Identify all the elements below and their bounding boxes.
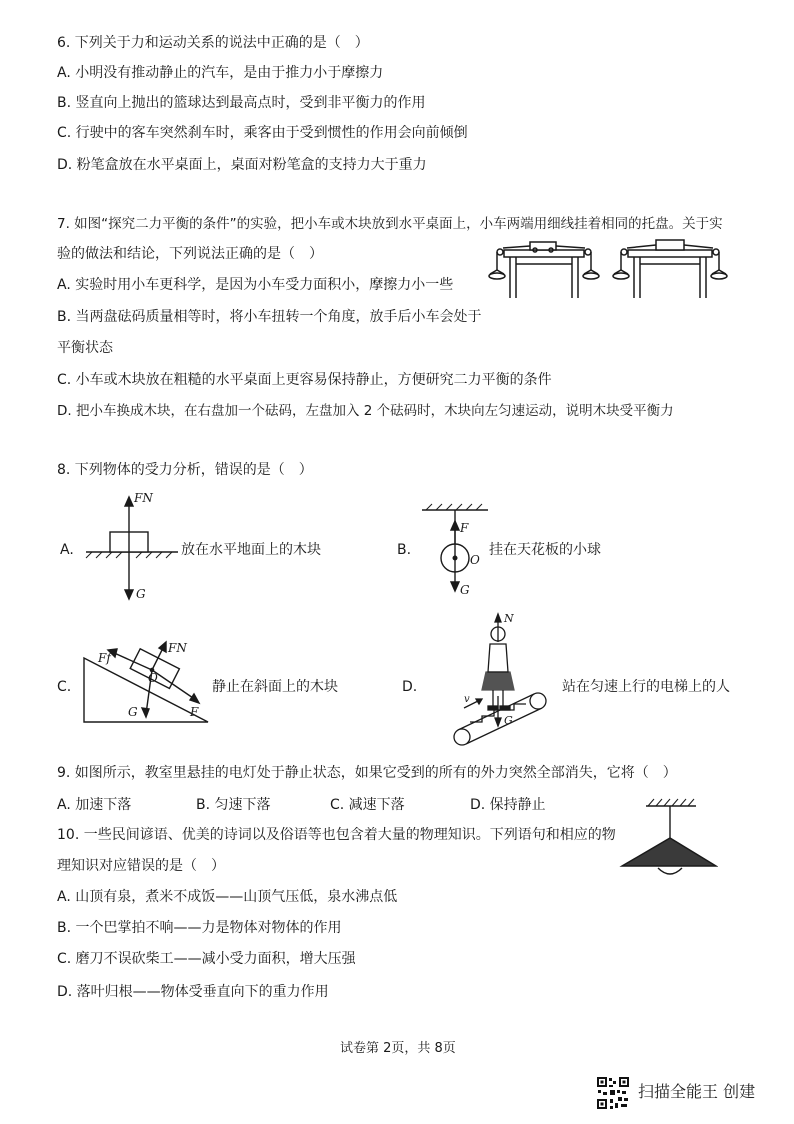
q8-c-label-f: F xyxy=(190,705,199,719)
q6-stem: 6. 下列关于力和运动关系的说法中正确的是（ ） xyxy=(57,35,369,51)
q7-option-c: C. 小车或木块放在粗糙的水平桌面上更容易保持静止，方便研究二力平衡的条件 xyxy=(57,372,552,388)
q8-c-label-fn: FN xyxy=(168,641,187,655)
q6-option-d: D. 粉笔盒放在水平桌面上，桌面对粉笔盒的支持力大于重力 xyxy=(57,157,427,173)
q8-d-label-g: G xyxy=(504,714,513,727)
q7-option-b-line2: 平衡状态 xyxy=(57,340,113,356)
q9-option-b: B. 匀速下落 xyxy=(196,797,271,813)
q9-option-d: D. 保持静止 xyxy=(470,797,546,813)
q9-option-c: C. 减速下落 xyxy=(330,797,405,813)
q8-d-label-n: N xyxy=(504,612,514,625)
page-number: 试卷第 2页，共 8页 xyxy=(340,1041,456,1056)
q9-stem: 9. 如图所示，教室里悬挂的电灯处于静止状态，如果它受到的所有的外力突然全部消失，它将（ ） xyxy=(57,765,677,781)
q8-option-a-letter: A. xyxy=(60,542,74,558)
q8-a-label-g: G xyxy=(136,587,146,601)
q6-option-b: B. 竖直向上抛出的篮球达到最高点时，受到非平衡力的作用 xyxy=(57,95,426,111)
q8-figure-c-incline xyxy=(82,638,212,726)
q8-option-b-caption: 挂在天花板的小球 xyxy=(489,542,601,558)
q7-figure-tables xyxy=(482,236,742,308)
q8-figure-b-ball xyxy=(420,500,490,600)
qr-code-icon xyxy=(596,1076,630,1110)
q10-option-a: A. 山顶有泉，煮米不成饭——山顶气压低，泉水沸点低 xyxy=(57,889,398,905)
q7-stem-line2: 验的做法和结论，下列说法正确的是（ ） xyxy=(57,246,323,262)
q10-stem-line1: 10. 一些民间谚语、优美的诗词以及俗语等也包含着大量的物理知识。下列语句和相应的物 xyxy=(57,827,616,843)
q7-option-a: A. 实验时用小车更科学，是因为小车受力面积小，摩擦力小一些 xyxy=(57,277,454,293)
q10-stem-line2: 理知识对应错误的是（ ） xyxy=(57,858,225,874)
q8-d-label-v: v xyxy=(464,694,470,705)
q6-option-c: C. 行驶中的客车突然刹车时，乘客由于受到惯性的作用会向前倾倒 xyxy=(57,125,468,141)
q8-option-c-letter: C. xyxy=(57,679,72,695)
q6-option-a: A. 小明没有推动静止的汽车，是由于推力小于摩擦力 xyxy=(57,65,384,81)
q7-option-d: D. 把小车换成木块，在右盘加一个砝码，左盘加入 2 个砝码时，木块向左匀速运动，说明木块受平衡力 xyxy=(57,403,674,419)
q8-stem: 8. 下列物体的受力分析，错误的是（ ） xyxy=(57,462,313,478)
q8-b-label-f: F xyxy=(460,521,469,535)
q8-option-a-caption: 放在水平地面上的木块 xyxy=(181,542,321,558)
q8-c-label-ff: Ff xyxy=(98,651,111,665)
q7-option-b-line1: B. 当两盘砝码质量相等时，将小车扭转一个角度，放手后小车会处于 xyxy=(57,309,482,325)
q8-figure-d-escalator xyxy=(452,612,552,748)
q10-option-d: D. 落叶归根——物体受垂直向下的重力作用 xyxy=(57,984,329,1000)
q8-option-b-letter: B. xyxy=(397,542,412,558)
q9-option-a: A. 加速下落 xyxy=(57,797,132,813)
q8-option-d-letter: D. xyxy=(402,679,418,695)
q8-option-d-caption: 站在匀速上行的电梯上的人 xyxy=(562,679,730,695)
q8-c-label-o: O xyxy=(148,671,158,685)
scanner-brand-text: 扫描全能王 创建 xyxy=(638,1082,756,1101)
q9-figure-lamp xyxy=(618,796,718,878)
q7-stem-line1: 7. 如图“探究二力平衡的条件”的实验，把小车或木块放到水平桌面上，小车两端用细线挂着相同的托盘。关于实 xyxy=(57,216,723,232)
q8-b-label-o: O xyxy=(470,553,480,567)
q8-option-c-caption: 静止在斜面上的木块 xyxy=(212,679,338,695)
q10-option-c: C. 磨刀不误砍柴工——减小受力面积，增大压强 xyxy=(57,951,356,967)
q8-c-label-g: G xyxy=(128,705,138,719)
q10-option-b: B. 一个巴掌拍不响——力是物体对物体的作用 xyxy=(57,920,342,936)
q8-figure-a-block xyxy=(84,488,180,604)
q8-a-label-fn: FN xyxy=(134,491,153,505)
q8-b-label-g: G xyxy=(460,583,470,597)
